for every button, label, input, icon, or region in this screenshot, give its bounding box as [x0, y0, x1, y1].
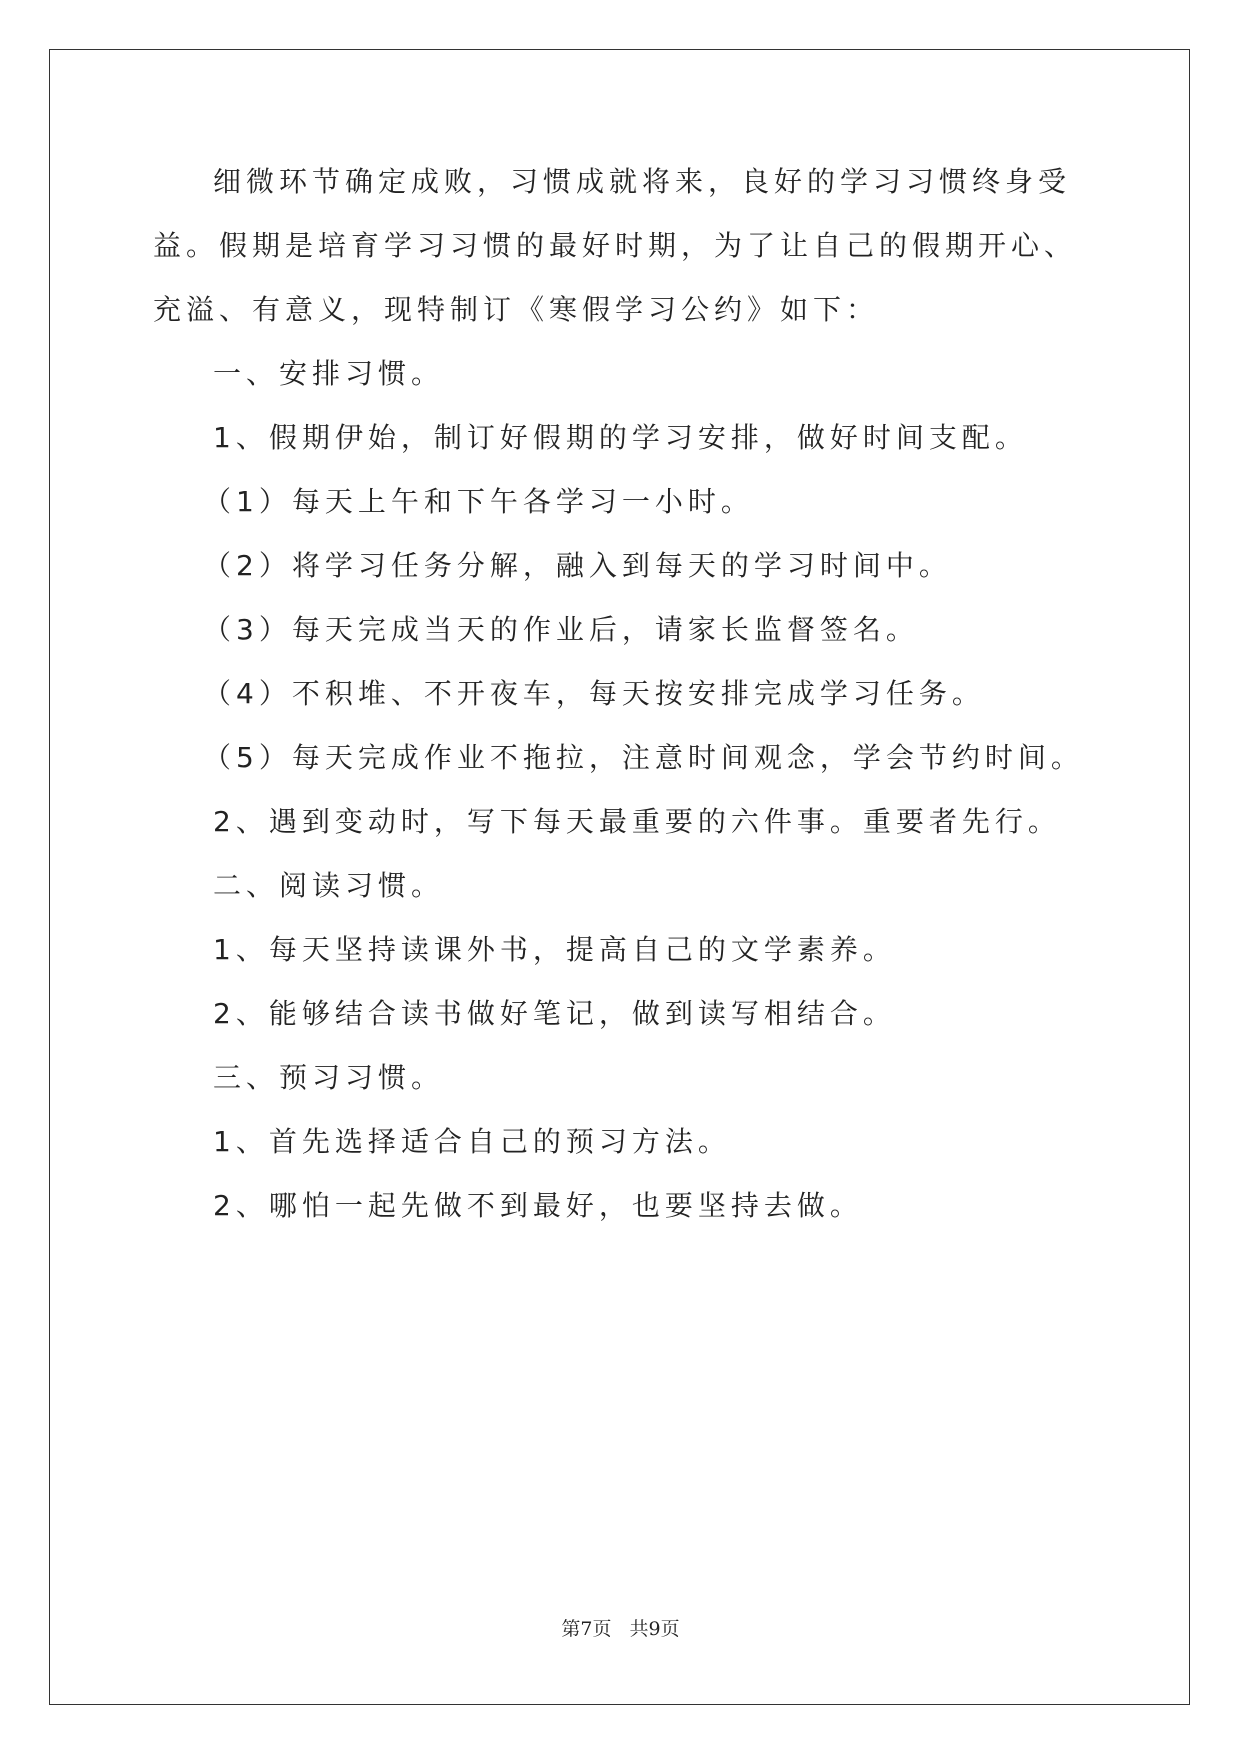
list-item: 2、哪怕一起先做不到最好，也要坚持去做。 — [213, 1189, 863, 1222]
sub-list-item: （2）将学习任务分解，融入到每天的学习时间中。 — [203, 549, 952, 582]
list-item: 1、首先选择适合自己的预习方法。 — [213, 1125, 731, 1158]
sub-list-item: （3）每天完成当天的作业后，请家长监督签名。 — [203, 613, 919, 646]
intro-paragraph: 细微环节确定成败，习惯成就将来，良好的学习习惯终身受益。假期是培育学习习惯的最好时期，为了让自己的假期开心、充溢、有意义，现特制订《寒假学习公约》如下： — [153, 165, 1078, 326]
list-item: 1、每天坚持读课外书，提高自己的文学素养。 — [213, 933, 896, 966]
page-total: 共9页 — [629, 1618, 680, 1640]
list-item: 2、能够结合读书做好笔记，做到读写相结合。 — [213, 997, 896, 1030]
list-item: 2、遇到变动时，写下每天最重要的六件事。重要者先行。 — [213, 805, 1061, 838]
list-item: 1、假期伊始，制订好假期的学习安排，做好时间支配。 — [213, 421, 1028, 454]
page-number: 第7页 — [561, 1618, 612, 1640]
section-heading-plan: 一、安排习惯。 — [213, 357, 445, 390]
section-heading-reading: 二、阅读习惯。 — [213, 869, 445, 902]
sub-list-item: （1）每天上午和下午各学习一小时。 — [203, 485, 754, 518]
document-body — [153, 150, 1098, 1238]
page-footer — [0, 1614, 1241, 1641]
section-heading-preview: 三、预习习惯。 — [213, 1061, 445, 1094]
sub-list-item: （5）每天完成作业不拖拉，注意时间观念，学会节约时间。 — [203, 741, 1084, 774]
sub-list-item: （4）不积堆、不开夜车，每天按安排完成学习任务。 — [203, 677, 985, 710]
